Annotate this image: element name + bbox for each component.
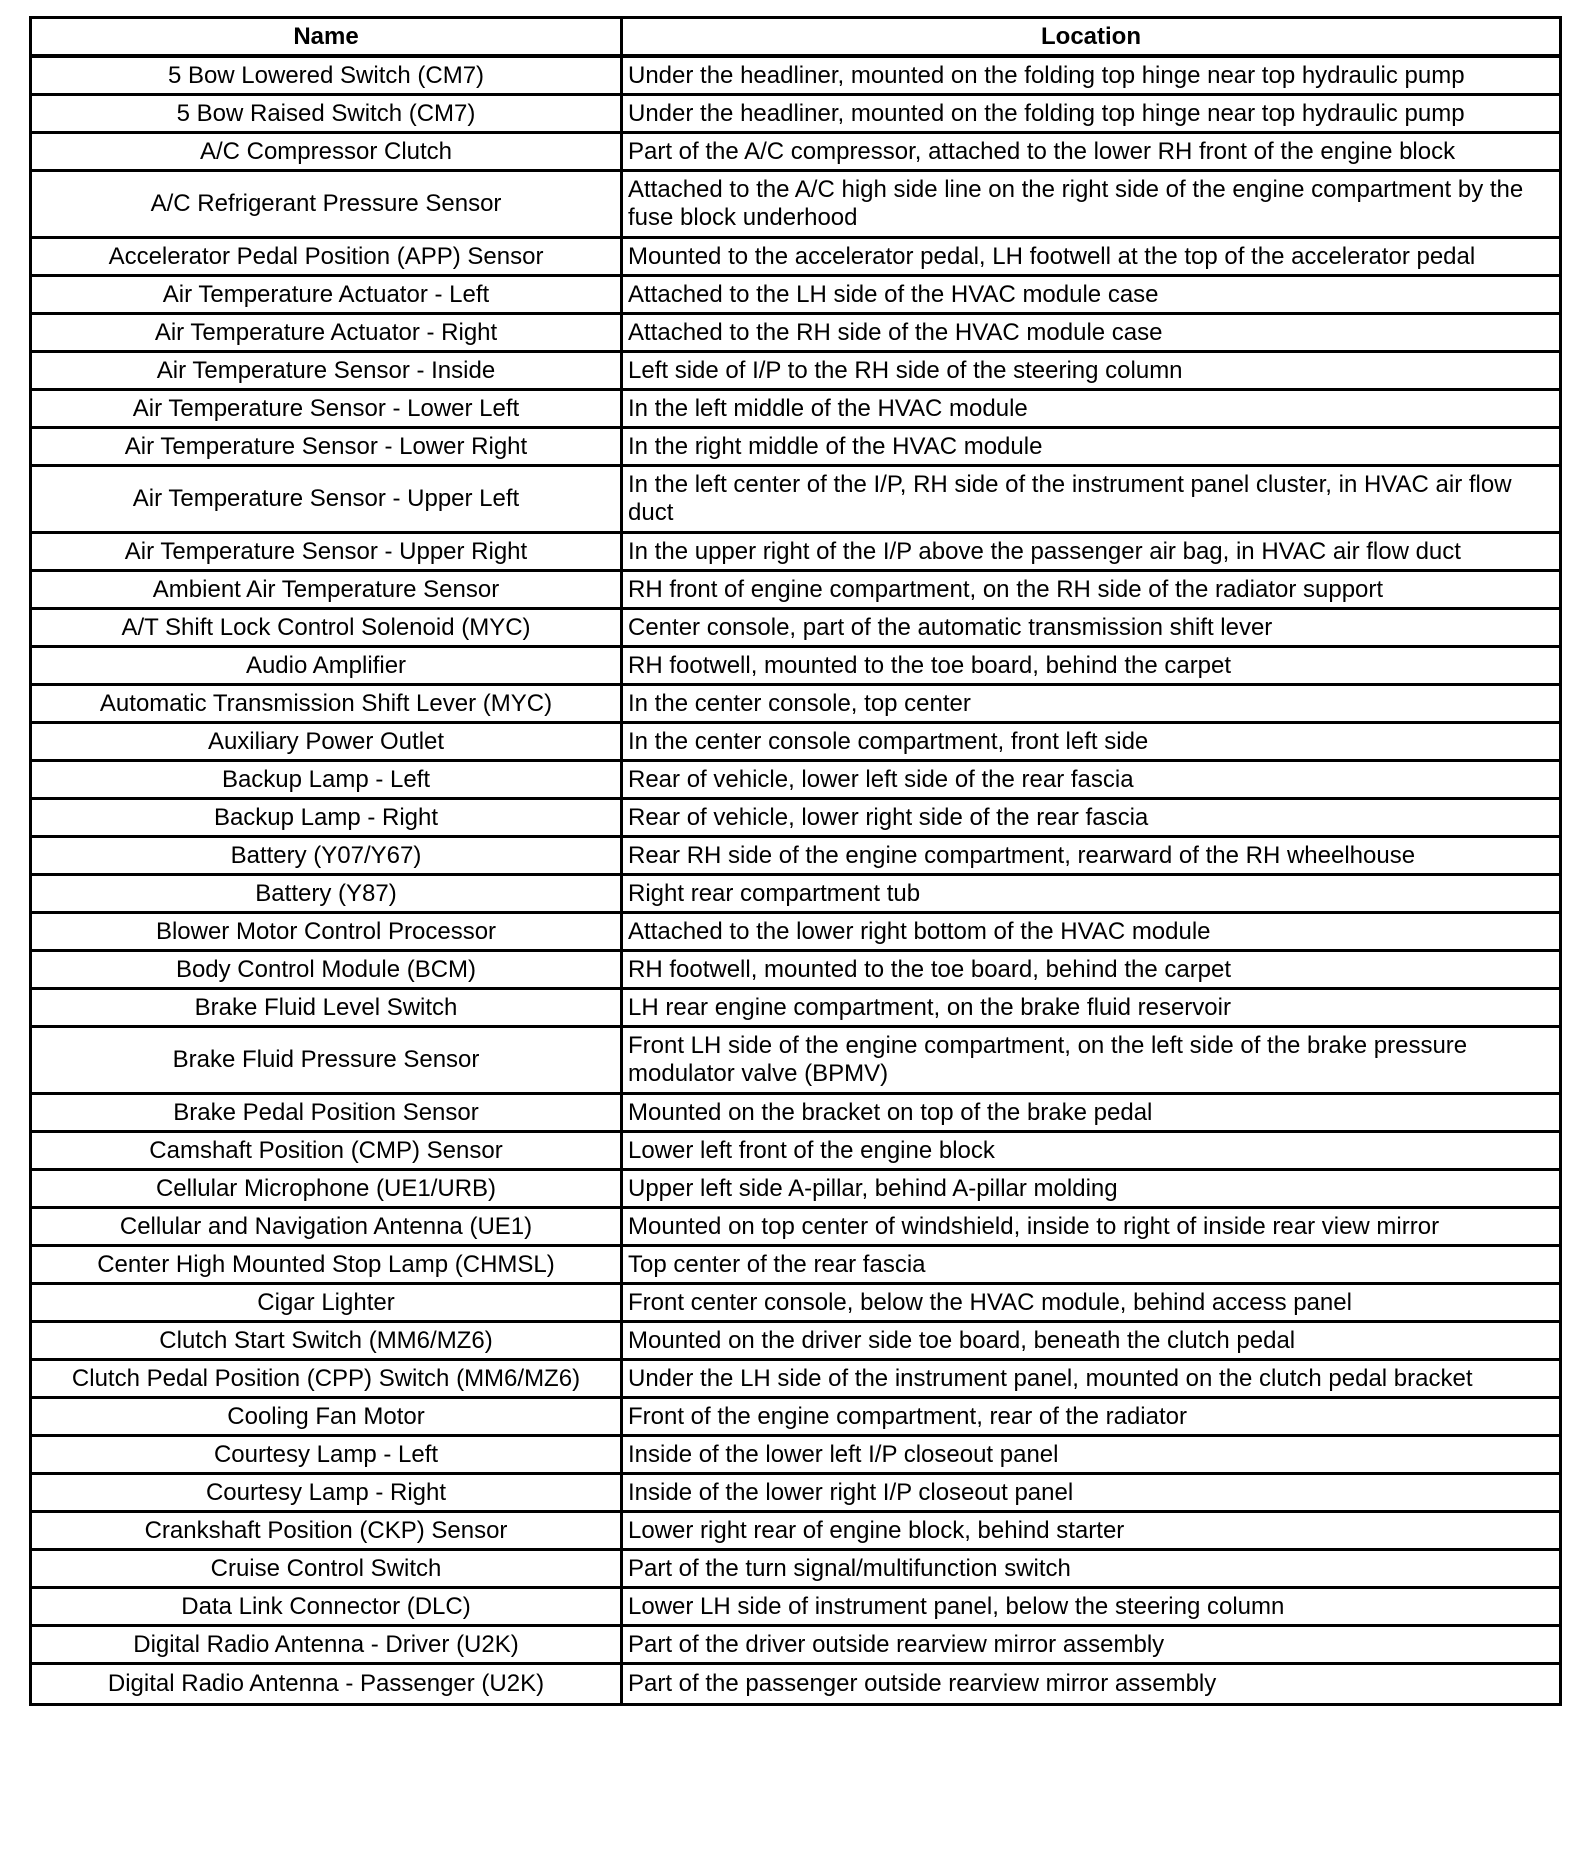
component-location-table	[29, 16, 1562, 1706]
component-name-cell: Digital Radio Antenna - Passenger (U2K)	[32, 1665, 623, 1703]
component-location-cell: Under the LH side of the instrument panel, mounted on the clutch pedal bracket	[623, 1361, 1559, 1399]
table-row	[32, 1285, 1559, 1323]
component-name-cell: Clutch Pedal Position (CPP) Switch (MM6/MZ6)	[32, 1361, 623, 1399]
component-name-cell: Body Control Module (BCM)	[32, 952, 623, 990]
component-name-cell: Brake Fluid Level Switch	[32, 990, 623, 1028]
table-row	[32, 1551, 1559, 1589]
table-row	[32, 1171, 1559, 1209]
table-row	[32, 762, 1559, 800]
table-row	[32, 838, 1559, 876]
table-row	[32, 134, 1559, 172]
component-name-cell: Automatic Transmission Shift Lever (MYC)	[32, 686, 623, 724]
table-row	[32, 277, 1559, 315]
component-name-cell: Brake Pedal Position Sensor	[32, 1095, 623, 1133]
component-location-cell: In the left center of the I/P, RH side of the instrument panel cluster, in HVAC air flow duct	[623, 467, 1559, 534]
component-name-cell: Blower Motor Control Processor	[32, 914, 623, 952]
table-row	[32, 239, 1559, 277]
component-location-cell: RH footwell, mounted to the toe board, behind the carpet	[623, 648, 1559, 686]
component-name-cell: Air Temperature Actuator - Left	[32, 277, 623, 315]
component-location-table-container	[29, 16, 1556, 1706]
component-location-cell: Mounted to the accelerator pedal, LH footwell at the top of the accelerator pedal	[623, 239, 1559, 277]
component-location-cell: In the center console compartment, front left side	[623, 724, 1559, 762]
table-row	[32, 572, 1559, 610]
table-row	[32, 1323, 1559, 1361]
component-name-cell: Brake Fluid Pressure Sensor	[32, 1028, 623, 1095]
location-column-header: Location	[623, 19, 1559, 58]
component-location-cell: RH front of engine compartment, on the RH side of the radiator support	[623, 572, 1559, 610]
component-name-cell: Backup Lamp - Right	[32, 800, 623, 838]
component-location-cell: Under the headliner, mounted on the folding top hinge near top hydraulic pump	[623, 58, 1559, 96]
component-location-cell: In the right middle of the HVAC module	[623, 429, 1559, 467]
table-row	[32, 1627, 1559, 1665]
table-row	[32, 315, 1559, 353]
component-name-cell: Data Link Connector (DLC)	[32, 1589, 623, 1627]
table-row	[32, 1361, 1559, 1399]
component-name-cell: 5 Bow Lowered Switch (CM7)	[32, 58, 623, 96]
table-row	[32, 1247, 1559, 1285]
component-location-cell: Part of the A/C compressor, attached to the lower RH front of the engine block	[623, 134, 1559, 172]
component-location-cell: Attached to the lower right bottom of the HVAC module	[623, 914, 1559, 952]
table-row	[32, 876, 1559, 914]
component-name-cell: Digital Radio Antenna - Driver (U2K)	[32, 1627, 623, 1665]
table-row	[32, 1665, 1559, 1703]
component-location-cell: Attached to the RH side of the HVAC module case	[623, 315, 1559, 353]
table-row	[32, 534, 1559, 572]
component-name-cell: Air Temperature Actuator - Right	[32, 315, 623, 353]
table-row	[32, 1133, 1559, 1171]
component-name-cell: Courtesy Lamp - Left	[32, 1437, 623, 1475]
component-name-cell: Camshaft Position (CMP) Sensor	[32, 1133, 623, 1171]
table-row	[32, 914, 1559, 952]
component-location-cell: In the center console, top center	[623, 686, 1559, 724]
component-location-cell: Rear RH side of the engine compartment, rearward of the RH wheelhouse	[623, 838, 1559, 876]
component-name-cell: Air Temperature Sensor - Lower Right	[32, 429, 623, 467]
table-row	[32, 1028, 1559, 1095]
table-body	[32, 58, 1559, 1703]
table-row	[32, 1513, 1559, 1551]
table-row	[32, 172, 1559, 239]
table-row	[32, 1095, 1559, 1133]
component-location-cell: Center console, part of the automatic transmission shift lever	[623, 610, 1559, 648]
component-name-cell: Air Temperature Sensor - Upper Right	[32, 534, 623, 572]
table-row	[32, 648, 1559, 686]
component-location-cell: Part of the passenger outside rearview mirror assembly	[628, 1670, 1217, 1697]
component-location-cell: Under the headliner, mounted on the folding top hinge near top hydraulic pump	[623, 96, 1559, 134]
table-row	[32, 1209, 1559, 1247]
name-column-header: Name	[32, 19, 623, 58]
table-row	[32, 1437, 1559, 1475]
component-location-cell: Front LH side of the engine compartment, on the left side of the brake pressure modulator valve (BPMV)	[623, 1028, 1559, 1095]
component-name-cell: Courtesy Lamp - Right	[32, 1475, 623, 1513]
component-name-cell: Center High Mounted Stop Lamp (CHMSL)	[32, 1247, 623, 1285]
component-name-cell: Cooling Fan Motor	[32, 1399, 623, 1437]
component-location-cell: In the upper right of the I/P above the passenger air bag, in HVAC air flow duct	[623, 534, 1559, 572]
component-location-cell: Lower left front of the engine block	[623, 1133, 1559, 1171]
table-row	[32, 1589, 1559, 1627]
component-location-cell: Lower LH side of instrument panel, below the steering column	[623, 1589, 1559, 1627]
component-location-cell: In the left middle of the HVAC module	[623, 391, 1559, 429]
component-location-cell: Rear of vehicle, lower left side of the rear fascia	[623, 762, 1559, 800]
component-name-cell: Accelerator Pedal Position (APP) Sensor	[32, 239, 623, 277]
component-location-cell: Lower right rear of engine block, behind starter	[623, 1513, 1559, 1551]
table-row	[32, 1399, 1559, 1437]
component-location-cell: Top center of the rear fascia	[623, 1247, 1559, 1285]
component-location-cell: Mounted on the driver side toe board, beneath the clutch pedal	[623, 1323, 1559, 1361]
component-location-cell: Upper left side A-pillar, behind A-pillar molding	[623, 1171, 1559, 1209]
component-location-cell: Mounted on top center of windshield, inside to right of inside rear view mirror	[623, 1209, 1559, 1247]
component-name-cell: Air Temperature Sensor - Lower Left	[32, 391, 623, 429]
component-location-cell: Front of the engine compartment, rear of the radiator	[623, 1399, 1559, 1437]
component-name-cell: Cigar Lighter	[32, 1285, 623, 1323]
component-location-cell: LH rear engine compartment, on the brake fluid reservoir	[623, 990, 1559, 1028]
component-location-cell: Left side of I/P to the RH side of the steering column	[623, 353, 1559, 391]
table-row	[32, 724, 1559, 762]
table-row	[32, 990, 1559, 1028]
component-name-cell: Clutch Start Switch (MM6/MZ6)	[32, 1323, 623, 1361]
component-name-cell: Air Temperature Sensor - Inside	[32, 353, 623, 391]
component-name-cell: A/C Refrigerant Pressure Sensor	[32, 172, 623, 239]
component-name-cell: Crankshaft Position (CKP) Sensor	[32, 1513, 623, 1551]
component-name-cell: Ambient Air Temperature Sensor	[32, 572, 623, 610]
component-location-cell: Part of the turn signal/multifunction switch	[623, 1551, 1559, 1589]
table-row	[32, 391, 1559, 429]
component-location-cell: Inside of the lower right I/P closeout panel	[623, 1475, 1559, 1513]
component-name-cell: A/T Shift Lock Control Solenoid (MYC)	[32, 610, 623, 648]
component-location-cell: Attached to the A/C high side line on the right side of the engine compartment by the fuse block underhood	[623, 172, 1559, 239]
table-row	[32, 800, 1559, 838]
component-location-cell: Rear of vehicle, lower right side of the rear fascia	[623, 800, 1559, 838]
component-name-cell: Cellular Microphone (UE1/URB)	[32, 1171, 623, 1209]
component-location-cell: RH footwell, mounted to the toe board, behind the carpet	[623, 952, 1559, 990]
component-name-cell: A/C Compressor Clutch	[32, 134, 623, 172]
table-row	[32, 952, 1559, 990]
component-name-cell: Cruise Control Switch	[32, 1551, 623, 1589]
table-row	[32, 1475, 1559, 1513]
table-row	[32, 96, 1559, 134]
table-header-row	[32, 19, 1559, 58]
component-name-cell: Battery (Y07/Y67)	[32, 838, 623, 876]
component-name-cell: Battery (Y87)	[32, 876, 623, 914]
component-name-cell: Air Temperature Sensor - Upper Left	[32, 467, 623, 534]
component-location-cell: Inside of the lower left I/P closeout panel	[623, 1437, 1559, 1475]
component-name-cell: Backup Lamp - Left	[32, 762, 623, 800]
component-name-cell: Cellular and Navigation Antenna (UE1)	[32, 1209, 623, 1247]
component-location-cell: Part of the driver outside rearview mirror assembly	[623, 1627, 1559, 1665]
component-name-cell: Auxiliary Power Outlet	[32, 724, 623, 762]
component-location-cell: Attached to the LH side of the HVAC module case	[623, 277, 1559, 315]
table-row	[32, 610, 1559, 648]
table-row	[32, 467, 1559, 534]
component-location-cell: Mounted on the bracket on top of the brake pedal	[623, 1095, 1559, 1133]
table-row	[32, 58, 1559, 96]
table-row	[32, 429, 1559, 467]
component-name-cell: Audio Amplifier	[32, 648, 623, 686]
component-location-cell: Front center console, below the HVAC module, behind access panel	[623, 1285, 1559, 1323]
table-row	[32, 686, 1559, 724]
component-name-cell: 5 Bow Raised Switch (CM7)	[32, 96, 623, 134]
table-row	[32, 353, 1559, 391]
component-location-cell: Right rear compartment tub	[623, 876, 1559, 914]
